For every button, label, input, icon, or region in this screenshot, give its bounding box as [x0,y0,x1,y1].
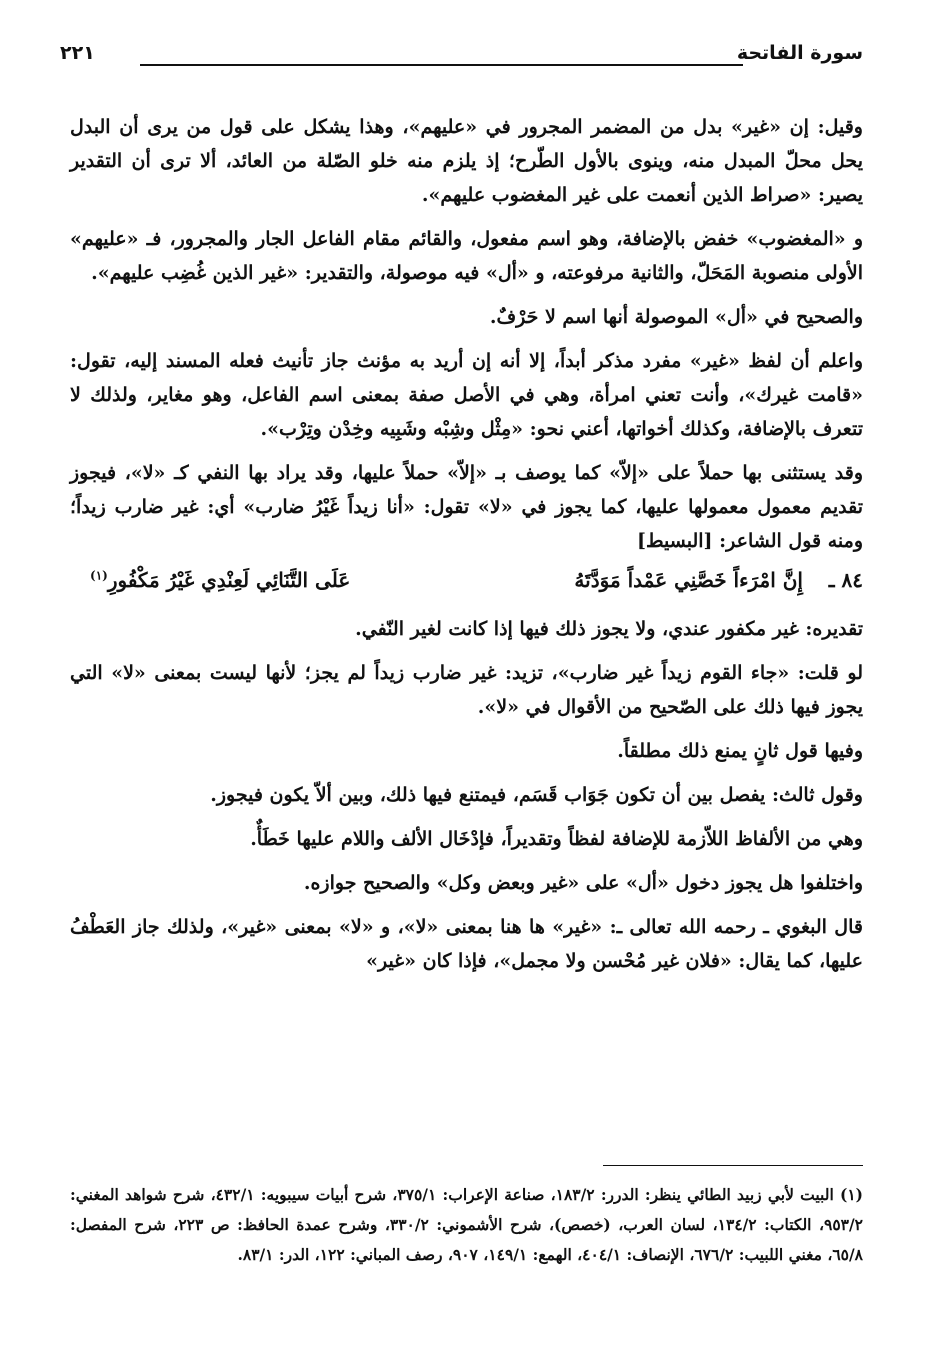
page-body [70,110,863,988]
paragraph-10: وهي من الألفاظ اللاّزمة للإضافة لفظاً وتقديراً، فإدْخَال الألف واللام عليها خَطَأٌ. [250,828,863,850]
paragraph-3: والصحيح في «أل» الموصولة أنها اسم لا حَرْفٌ. [489,306,863,328]
poetry-verse [70,568,863,604]
paragraph-6: تقديره: غير مكفور عندي، ولا يجوز ذلك فيها إذا كانت لغير النّفي. [355,618,863,640]
verse-second-text: عَلَى التَّنَائِي لَعِنْدِي غَيْرُ مَكْفُورِ [107,568,351,592]
paragraph-9: وقول ثالث: يفصل بين أن تكون جَوَاب قَسَم، فيمتنع فيها ذلك، وبين ألاّ يكون فيجوز. [210,784,863,806]
verse-number: ٨٤ ـ [828,568,863,592]
verse-first-hemistich: إِنَّ امْرَءاً خَصَّنِي عَمْداً مَوَدَّتَهُ [574,568,803,592]
footnote: (١) البيت لأبي زبيد الطائي ينظر: الدرر: ١٨٣/٢، صناعة الإعراب: ٣٧٥/١، شرح أبيات سيبويه: ٤٣٢/١، شرح شواهد المغني: ٩٥٣/٢، الكتاب: ١٣٤/٢، لسان العرب، (خصص)، شرح الأشموني: ٣٣٠/٢، وشرح عمدة الحافظ: ص ٢٢٣، شرح المفصل: ٦٥/٨، مغني اللبيب: ٦٧٦/٢، الإنصاف: ٤٠٤/١، الهمع: ١٤٩/١، ٩٠٧، رصف المباني: ١٢٢، الدر: ٨٣/١. [70,1185,863,1264]
paragraph-2: و «المغضوب» خفض بالإضافة، وهو اسم مفعول، والقائم مقام الفاعل الجار والمجرور، فـ «عليهم» الأولى منصوبة المَحَلّ، والثانية مرفوعته، و «أل» فيه موصولة، والتقدير: «غير الذين غُضِب عليهم». [70,228,863,284]
paragraph-5: وقد يستثنى بها حملاً على «إلاّ» كما يوصف بـ «إلاّ» حملاً عليها، وقد يراد بها النفي كـ «لا»، فيجوز تقديم معمول معمولها عليها، كما يجوز في «لا» تقول: «أنا زيداً غَيْرُ ضارب» أي: غير ضارب زيداً؛ ومنه قول الشاعر: [البسيط] [70,462,863,552]
page-number: ٢٢١ [60,42,95,64]
paragraph-7: لو قلت: «جاء القوم زيداً غير ضارب»، تزيد: غير ضارب زيداً لم يجز؛ لأنها ليست بمعنى «لا» التي يجوز فيها ذلك على الصّحيح من الأقوال في «لا». [70,662,863,718]
paragraph-8: وفيها قول ثانٍ يمنع ذلك مطلقاً. [617,740,863,762]
page-header [60,40,863,76]
paragraph-4: واعلم أن لفظ «غير» مفرد مذكر أبداً، إلا أنه إن أريد به مؤنث جاز تأنيث فعله المسند إليه، تقول: «قامت غيرك»، وأنت تعني امرأة، وهي في الأصل صفة بمعنى اسم الفاعل، وهو مغاير، ولذلك لا تتعرف بالإضافة، وكذلك أخواتها، أعني نحو: «مِثْل وشِبْه وشَبِيه وخِدْن وتِرْب». [70,350,863,440]
paragraph-1: وقيل: إن «غير» بدل من المضمر المجرور في «عليهم»، وهذا يشكل على قول من يرى أن البدل يحل محلّ المبدل منه، وينوى بالأول الطّرح؛ إذ يلزم منه خلو الصّلة من العائد، ألا ترى أن التقدير يصير: «صراط الذين أنعمت على غير المغضوب عليهم». [70,116,863,206]
paragraph-11: واختلفوا هل يجوز دخول «أل» على «غير وبعض وكل» والصحيح جوازه. [303,872,863,894]
footnote-separator [603,1165,863,1166]
footnote-mark: (١) [90,568,108,583]
verse-second-hemistich [90,568,350,592]
chapter-title: سورة الفاتحة [736,42,863,64]
header-rule [140,64,743,66]
paragraph-12: قال البغوي ـ رحمه الله تعالى ـ: «غير» ها هنا بمعنى «لا»، و «لا» بمعنى «غير»، ولذلك جاز العَطْفُ عليها، كما يقال: «فلان غير مُحْسن ولا مجمل»، فإذا كان «غير» [70,916,863,972]
